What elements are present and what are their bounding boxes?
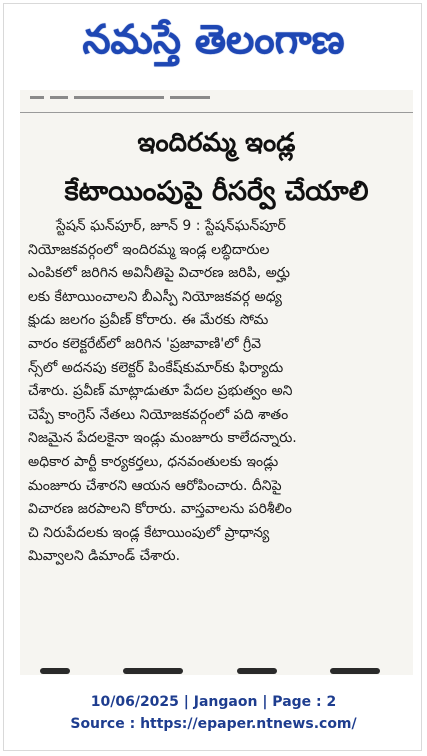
article-headline-line-1: ఇందిరమ్మ ఇండ్ల [137, 128, 296, 158]
article-line: వారం కలెక్టరేట్‌లో జరిగిన 'ప్రజావాణి'లో గ్రీవె [28, 335, 262, 352]
article-line: మంజూరు చేశారని ఆయన ఆరోపించారు. దీనిపై [28, 477, 282, 494]
article-line: క్షుడు జలగం ప్రవీణ్ కోరారు. ఈ మేరకు సోమ [28, 312, 269, 329]
article-line: విచారణ జరపాలని కోరారు. వాస్తవాలను పరిశీలిం [28, 501, 292, 518]
article-line: అధికార పార్టీ కార్యకర్తలు, ధనవంతులకు ఇండ్లు [28, 453, 279, 470]
article-line: ఎంపికలో జరిగిన అవినీతిపై విచారణ జరిపి, అర్హు [28, 265, 290, 282]
edition-date-caption: 10/06/2025 | Jangaon | Page : 2 [90, 694, 337, 710]
source-caption: Source : https://epaper.ntnews.com/ [70, 716, 357, 732]
article-line: చెప్పే కాంగ్రెస్ నేతలు నియోజకవర్గంలో పది శాతం [28, 406, 289, 423]
article-line: చి నిరుపేదలకు ఇండ్ల కేటాయింపులో ప్రాధాన్య [28, 524, 270, 541]
article-line: స్టేషన్ ఘన్‌పూర్, జూన్ 9 : స్టేషన్‌ఘన్‌పూర్ [56, 218, 286, 234]
article-line: చేశారు. ప్రవీణ్ మాట్లాడుతూ పేదల ప్రభుత్వం అని [28, 383, 293, 400]
masthead-logo-title: నమస్తే తెలంగాణ [82, 17, 345, 63]
article-line: న్స్‌లో అదనపు కలెక్టర్ పింకేష్‌కుమార్‌కు ఫిర్యాదు [28, 359, 284, 376]
headline-top-rule [20, 112, 413, 113]
article-headline-line-2: కేటాయింపుపై రీసర్వే చేయాలి [64, 176, 369, 207]
clipping-bottom-fragment [40, 660, 380, 674]
article-line: నిజమైన పేదలకైనా ఇండ్లు మంజూరు కాలేదన్నారు. [28, 430, 297, 447]
news-clipping [20, 90, 413, 675]
article-line: మివ్వాలని డిమాండ్ చేశారు. [28, 548, 181, 565]
clipping-top-fragment [30, 92, 250, 102]
newspaper-masthead [0, 6, 427, 84]
article-line: లకు కేటాయించాలని బీఎస్పీ నియోజకవర్గ అధ్య [28, 288, 282, 305]
article-line: నియోజకవర్గంలో ఇందిరమ్మ ఇండ్ల లబ్ధిదారుల [28, 241, 270, 258]
article-body [28, 215, 400, 569]
